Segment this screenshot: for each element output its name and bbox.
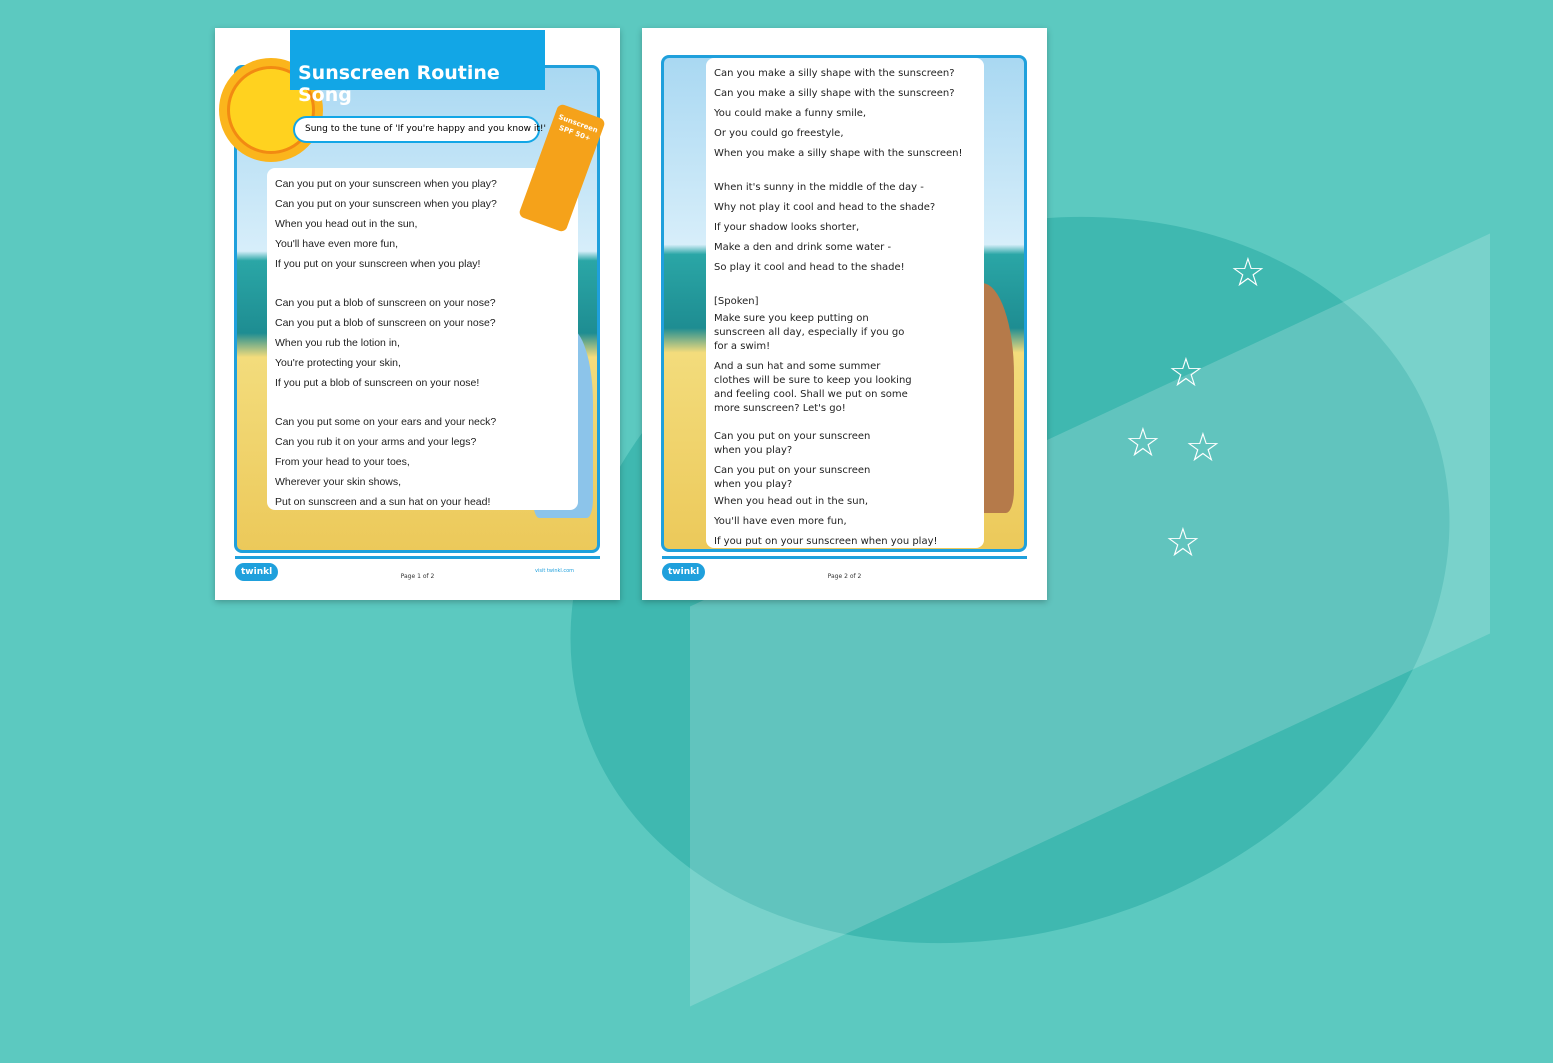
lyric-line: Can you put on your sunscreen when you play? <box>275 178 497 190</box>
lyric-line: When you head out in the sun, <box>275 218 418 230</box>
lyric-line: When you make a silly shape with the sunscreen! <box>714 148 963 159</box>
spoken-text: Make sure you keep putting on sunscreen all day, especially if you go for a swim! <box>714 313 905 352</box>
lyric-line: You could make a funny smile, <box>714 108 867 119</box>
worksheet-page-2 <box>642 28 1047 600</box>
star-icon: ☆ <box>1185 425 1221 471</box>
lyric-line: You'll have even more fun, <box>275 238 399 250</box>
lyric-line: When you head out in the sun, <box>714 496 869 507</box>
lyric-line: Can you put some on your ears and your neck? <box>275 416 497 428</box>
lyric-line: Can you make a silly shape with the sunscreen? <box>714 88 955 99</box>
page-number: Page 2 of 2 <box>827 573 862 580</box>
star-icon: ☆ <box>1230 250 1266 296</box>
lyric-line: Can you put a blob of sunscreen on your nose? <box>275 297 496 309</box>
lyric-line: When you rub the lotion in, <box>275 337 400 349</box>
lyric-line: When it's sunny in the middle of the day - <box>714 182 924 193</box>
lyric-line: Can you put on your sunscreen when you play? <box>714 465 871 490</box>
lyric-line: Make a den and drink some water - <box>714 242 892 253</box>
worksheet-page-1 <box>215 28 620 600</box>
song-lyrics <box>706 58 984 548</box>
lyric-line: If you put on your sunscreen when you play! <box>714 536 938 547</box>
twinkl-logo: twinkl <box>235 563 278 581</box>
subtitle: Sung to the tune of 'If you're happy and you know it!' <box>293 116 540 143</box>
star-icon: ☆ <box>1125 420 1161 466</box>
footer-divider <box>235 556 600 559</box>
lyric-line: If you put a blob of sunscreen on your nose! <box>275 377 480 389</box>
page-title: Sunscreen Routine Song <box>290 30 545 90</box>
footer-divider <box>662 556 1027 559</box>
lyric-line: Can you make a silly shape with the sunscreen? <box>714 68 955 79</box>
star-icon: ☆ <box>1168 350 1204 396</box>
lyric-line: You'll have even more fun, <box>714 516 847 527</box>
spoken-text: And a sun hat and some summer clothes will be sure to keep you looking and feeling cool. Shall we put on some more sunscreen? Let's go! <box>714 361 912 414</box>
lyric-line: From your head to your toes, <box>275 456 410 468</box>
lyric-line: If you put on your sunscreen when you play! <box>275 258 481 270</box>
star-icon: ☆ <box>1165 520 1201 566</box>
lyric-line: If your shadow looks shorter, <box>714 222 860 233</box>
lyric-line: Or you could go freestyle, <box>714 128 844 139</box>
lyric-line: Wherever your skin shows, <box>275 476 402 488</box>
twinkl-logo: twinkl <box>662 563 705 581</box>
page-number: Page 1 of 2 <box>400 573 435 580</box>
lyric-line: Why not play it cool and head to the shade? <box>714 202 936 213</box>
spoken-label: [Spoken] <box>714 296 759 307</box>
lyric-line: So play it cool and head to the shade! <box>714 262 905 273</box>
visit-link[interactable]: visit twinkl.com <box>535 568 575 574</box>
bottle-label: Sunscreen SPF 50+ <box>557 113 599 143</box>
lyric-line: Can you put on your sunscreen when you play? <box>275 198 497 210</box>
lyric-line: You're protecting your skin, <box>275 357 401 369</box>
lyric-line: Can you put on your sunscreen when you play? <box>714 431 871 456</box>
lyric-line: Put on sunscreen and a sun hat on your head! <box>275 496 491 508</box>
lyric-line: Can you rub it on your arms and your legs? <box>275 436 477 448</box>
lyric-line: Can you put a blob of sunscreen on your nose? <box>275 317 496 329</box>
